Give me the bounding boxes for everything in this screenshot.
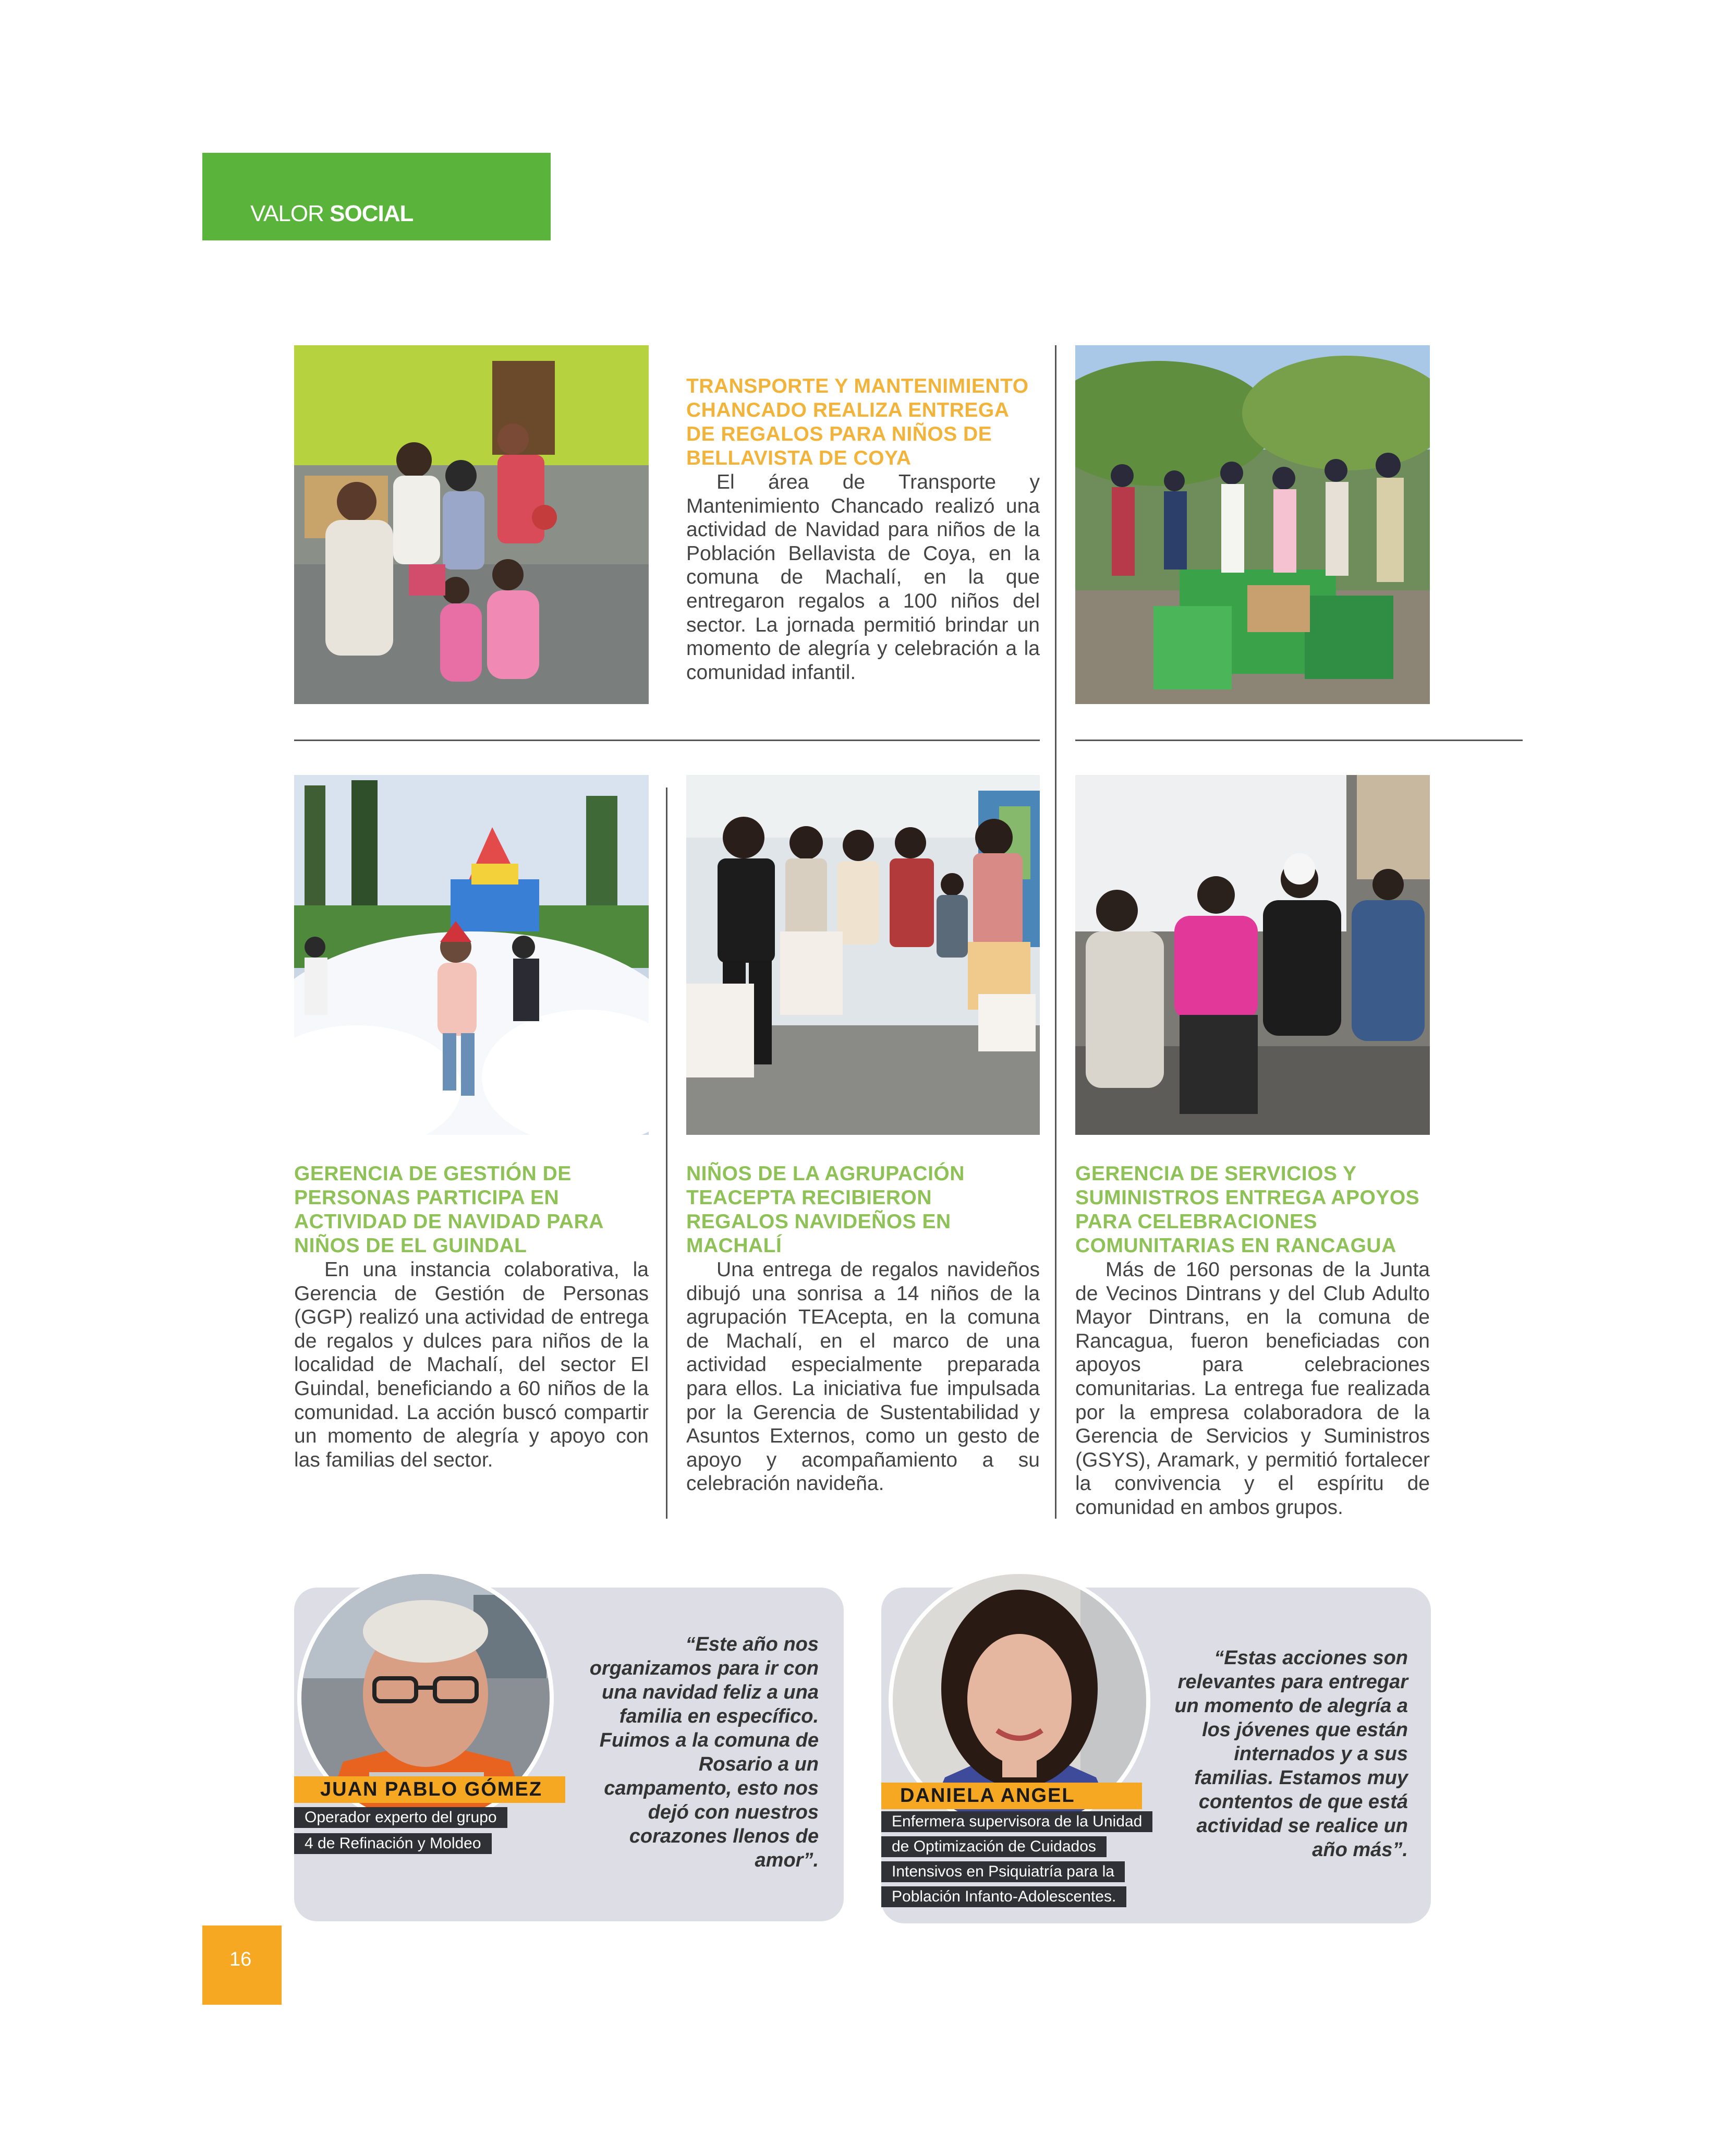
article-headline: NIÑOS DE LA AGRUPACIÓN TEACEPTA RECIBIERON REGALOS NAVIDEÑOS EN MACHALÍ [686, 1162, 965, 1257]
page-number-badge [202, 1925, 282, 2005]
name-tag: JUAN PABLO GÓMEZ [294, 1776, 565, 1803]
article-body: Más de 160 personas de la Junta de Vecinos Dintrans y del Club Adulto Mayor Dintrans, en la comuna de Rancagua, fueron beneficiadas con apoyos para celebraciones comunitarias. La entrega fue realizada por la empresa colaboradora de la Gerencia de Servicios y Suministros (GSYS), Aramark, y permitió fortalecer la convivencia y el espíritu de comunidad en ambos grupos. [1075, 1258, 1430, 1519]
photo-foam-party-graphic [294, 775, 649, 1135]
article-body: El área de Transporte y Mantenimiento Chancado realizó una actividad de Navidad para niños de la Población Bellavista de Coya, en la comuna de Machalí, en la que entregaron regalos a 100 niños del sector. La jornada permitió brindar un momento de alegría y celebración a la comunidad infantil. [686, 471, 1040, 684]
photo-rancagua-group-graphic [1075, 775, 1430, 1135]
section-label-prefix: VALOR [250, 201, 324, 226]
name-block-daniela [881, 1783, 1152, 1911]
article-guindal [294, 1162, 649, 1472]
photo-group-gifts-graphic [1075, 345, 1430, 704]
quote-text-juan-pablo: “Este año nos organizamos para ir con una navidad feliz a una familia en específico. Fuimos a la comuna de Rosario a un campamento, esto nos dejó con nuestros corazones llenos de amor”. [589, 1633, 819, 1871]
photo-rancagua-group [1075, 775, 1430, 1135]
photo-teacepta-group [686, 775, 1040, 1135]
photo-gift-handout-graphic [294, 345, 649, 704]
article-headline: TRANSPORTE Y MANTENIMIENTO CHANCADO REALIZA ENTREGA DE REGALOS PARA NIÑOS DE BELLAVISTA DE COYA [686, 375, 1029, 469]
article-headline: GERENCIA DE GESTIÓN DE PERSONAS PARTICIPA EN ACTIVIDAD DE NAVIDAD PARA NIÑOS DE EL GUINDAL [294, 1162, 603, 1257]
divider-vertical-left [666, 788, 667, 1519]
section-label-bold: SOCIAL [330, 201, 414, 226]
article-rancagua [1075, 1162, 1430, 1520]
page-number: 16 [229, 1948, 252, 1970]
article-body: En una instancia colaborativa, la Gerencia de Gestión de Personas (GGP) realizó una actividad de entrega de regalos y dulces para niños de la localidad de Machalí, del sector El Guindal, beneficiando a 60 niños de la comunidad. La acción buscó compartir un momento de alegría y apoyo con las familias del sector. [294, 1258, 649, 1471]
article-bellavista [686, 374, 1040, 684]
role-line: Población Infanto-Adolescentes. [881, 1886, 1126, 1907]
photo-teacepta-group-graphic [686, 775, 1040, 1135]
section-label [250, 201, 413, 227]
section-tag [202, 153, 551, 240]
name-block-juan-pablo [294, 1776, 565, 1859]
divider-horizontal-left [294, 740, 1040, 741]
role-lines [881, 1811, 1152, 1907]
role-lines [294, 1807, 565, 1854]
photo-gift-handout [294, 345, 649, 704]
role-line: Enfermera supervisora de la Unidad [881, 1811, 1152, 1832]
photo-foam-party [294, 775, 649, 1135]
divider-horizontal-right [1075, 740, 1523, 741]
role-line: 4 de Refinación y Moldeo [294, 1833, 492, 1854]
article-body: Una entrega de regalos navideños dibujó una sonrisa a 14 niños de la agrupación TEAcepta, en la comuna de Machalí, en el marco de una actividad especialmente preparada para ellos. La iniciativa fue impulsada por la Gerencia de Sustentabilidad y Asuntos Externos, como un gesto de apoyo y acompañamiento a su celebración navideña. [686, 1258, 1040, 1495]
role-line: Operador experto del grupo [294, 1807, 507, 1828]
article-headline: GERENCIA DE SERVICIOS Y SUMINISTROS ENTREGA APOYOS PARA CELEBRACIONES COMUNITARIAS EN RANCAGUA [1075, 1162, 1420, 1257]
photo-group-gifts [1075, 345, 1430, 704]
article-teacepta [686, 1162, 1040, 1496]
quote-text-daniela: “Estas acciones son relevantes para entregar un momento de alegría a los jóvenes que están internados y a sus familias. Estamos muy contentos de que está actividad se realice un año más”. [1174, 1647, 1408, 1861]
name-tag: DANIELA ANGEL [881, 1783, 1142, 1809]
divider-vertical-right [1055, 345, 1056, 1519]
role-line: Intensivos en Psiquiatría para la [881, 1861, 1125, 1882]
role-line: de Optimización de Cuidados [881, 1836, 1107, 1857]
